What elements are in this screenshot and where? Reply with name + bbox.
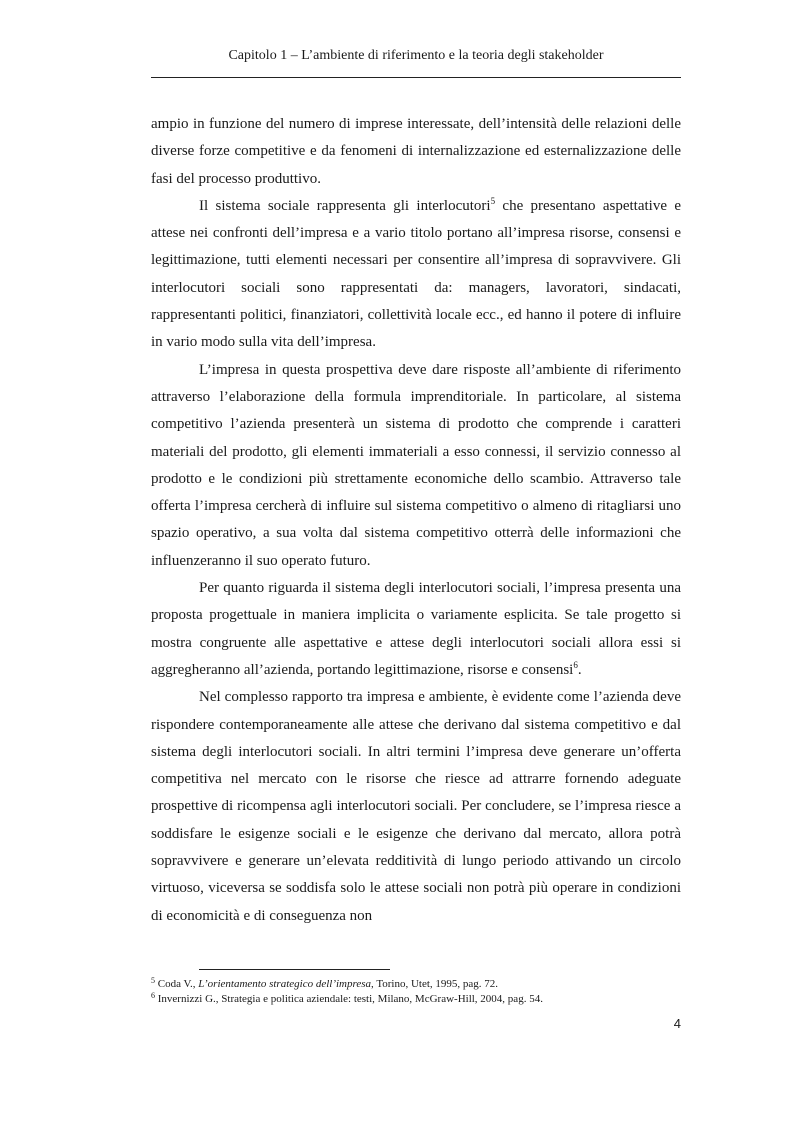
footnote-author: Coda V., <box>157 978 199 990</box>
footnote-ref-6: 6 <box>573 659 578 670</box>
footnotes <box>151 977 681 1007</box>
header-divider <box>151 77 681 78</box>
paragraph-2 <box>151 193 681 357</box>
page-number: 4 <box>673 1016 681 1031</box>
paragraph-3: L’impresa in questa prospettiva deve dare risposte all’ambiente di riferimento attraverso l’elaborazione della formula imprenditoriale. In particolare, al sistema competitivo l’azienda presenterà un sistema di prodotto che comprende i caratteri materiali del prodotto, gli elementi immateriali a esso connessi, il servizio connesso al prodotto e le condizioni più strettamente economiche dello scambio. Attraverso tale offerta l’impresa cercherà di influire sul sistema competitivo o almeno di ritagliarsi uno spazio operativo, a sua volta dal sistema competitivo otterrà delle informazioni che influenzeranno il suo operato futuro. <box>151 361 681 569</box>
body-text <box>151 111 681 930</box>
footnote-number: 6 <box>151 991 155 1000</box>
footnote-5 <box>151 977 681 992</box>
paragraph-1: ampio in funzione del numero di imprese interessate, dell’intensità delle relazioni delle diverse forze competitive e da fenomeni di internalizzazione ed esternalizzazione delle fasi del processo produttivo. <box>151 116 681 187</box>
paragraph-4-text-a: Per quanto riguarda il sistema degli interlocutori sociali, l’impresa presenta una proposta progettuale in maniera implicita o variamente esplicita. Se tale progetto si mostra congruente alle aspettative e attese degli interlocutori sociali allora essi si aggregheranno all’azienda, portando legittimazione, risorse e consensi <box>151 580 681 678</box>
footnote-ref-5: 5 <box>490 195 496 206</box>
footnote-publication: , Torino, Utet, 1995, pag. 72. <box>371 978 499 990</box>
paragraph-5: Nel complesso rapporto tra impresa e ambiente, è evidente come l’azienda deve rispondere contemporaneamente alle attese che derivano dal sistema competitivo e dal sistema degli interlocutori sociali. In altri termini l’impresa deve generare un’offerta competitiva nel mercato con le risorse che riesce ad attrarre fornendo adeguate prospettive di ricompensa agli interlocutori sociali. Per concludere, se l’impresa riesce a soddisfare le esigenze sociali e le esigenze che derivano dal mercato, allora potrà sopravvivere e generare un’elevata redditività di lungo periodo attivando un circolo virtuoso, viceversa se soddisfa solo le attese sociali non potrà più operare in condizioni di economicità e di conseguenza non <box>151 689 681 924</box>
footnote-6 <box>151 992 681 1007</box>
paragraph-4 <box>151 575 681 684</box>
paragraph-2-text-b: che presentano aspettative e attese nei confronti dell’impresa e a vario titolo portano all’impresa risorse, consensi e legittimazione, tutti elementi necessari per consentire all’impresa di sopravvivere. Gli interlocutori sociali sono rappresentati da: managers, lavoratori, sindacati, rappresentanti politici, finanziatori, collettività locale ecc., ed hanno il potere di influire in vario modo sulla vita dell’impresa. <box>151 197 681 351</box>
footnote-separator <box>199 969 390 970</box>
paragraph-2-text-a: Il sistema sociale rappresenta gli interlocutori <box>199 197 491 214</box>
paragraph-4-text-b: . <box>577 661 582 678</box>
running-header-title: Capitolo 1 – L’ambiente di riferimento e la teoria degli stakeholder <box>228 48 604 63</box>
footnote-number: 5 <box>151 976 155 985</box>
footnote-citation: Invernizzi G., Strategia e politica aziendale: testi, Milano, McGraw-Hill, 2004, pag. 54. <box>157 993 543 1005</box>
footnote-book-title: L’orientamento strategico dell’impresa <box>198 978 372 990</box>
